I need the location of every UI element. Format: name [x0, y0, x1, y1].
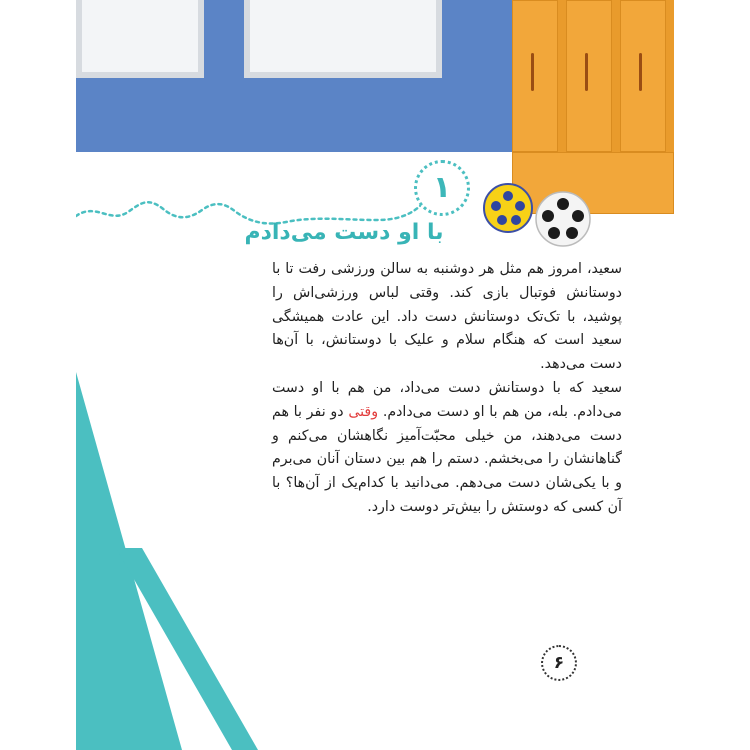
chapter-number-badge: [414, 160, 470, 216]
paragraph-1: سعید، امروز هم مثل هر دوشنبه به سالن ورزشی رفت تا با دوستانش فوتبال بازی کند. وقتی لباس ورزشی‌اش را پوشید، با تک‌تک دوستانش دست داد. این عادت همیشگی سعید است که هنگام سلام و علیک با دوستانش، با آن‌ها دست می‌دهد.: [272, 261, 622, 373]
black-white-soccer-ball-icon: [534, 190, 592, 248]
book-page: [76, 0, 674, 750]
page-number: ۶: [553, 653, 565, 673]
paragraph-2-end: دو نفر با هم دست می‌دهند، من خیلی محبّت‌آمیز نگاهشان می‌کنم و گناهانشان را می‌بخشم. دستم را هم بین دستان آنان می‌برم و با یکی‌شان دست می‌دهم. می‌دانید با کدام‌یک از آن‌ها؟ با آن کسی که دوستش را بیش‌تر دوست دارد.: [272, 403, 622, 515]
paragraph-2: [272, 377, 622, 520]
chapter-number: ۱: [432, 170, 452, 205]
chapter-title: با او دست می‌دادم: [244, 220, 444, 245]
page-number-badge: [541, 645, 577, 681]
paragraph-2-start: سعید که با دوستانش دست می‌داد، من هم با او دست می‌دادم. بله، من هم با او دست می‌دادم.: [272, 379, 622, 420]
yellow-blue-ball-icon: [482, 182, 534, 234]
highlight-word: وقتی: [348, 403, 379, 420]
story-text: [272, 258, 622, 520]
